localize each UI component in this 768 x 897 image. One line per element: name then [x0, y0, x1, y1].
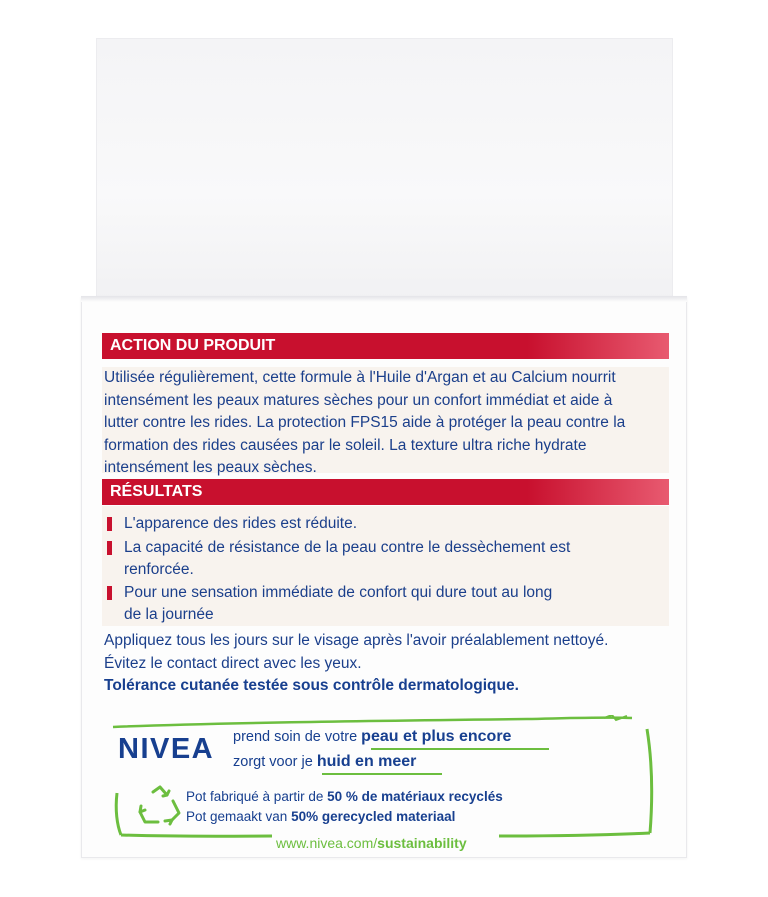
bullet-marker — [107, 586, 112, 600]
result-item — [107, 537, 652, 581]
action-line: intensément les peaux sèches. — [104, 459, 317, 477]
tolerance-claim: Tolérance cutanée testée sous contrôle dermatologique. — [104, 677, 519, 694]
website-prefix: www.nivea.com/ — [276, 835, 378, 851]
recycle-fr — [186, 787, 503, 807]
recycle-fr-bold: 50 % de matériaux recyclés — [327, 789, 503, 804]
results-heading: RÉSULTATS — [102, 479, 669, 505]
recycle-nl — [186, 807, 503, 827]
usage-line: Appliquez tous les jours sur le visage après l'avoir préalablement nettoyé. — [104, 632, 609, 649]
action-text — [104, 367, 669, 480]
result-text: Pour une sensation immédiate de confort qui dure tout au long — [124, 584, 553, 601]
tagline-underline — [371, 748, 549, 750]
result-text: L'apparence des rides est réduite. — [124, 515, 358, 532]
tagline-nl-prefix: zorgt voor je — [233, 754, 317, 770]
website-link[interactable] — [276, 835, 467, 851]
result-text: La capacité de résistance de la peau contre le dessèchement est — [124, 539, 571, 556]
tagline-nl — [233, 753, 416, 771]
tagline-fr-bold: peau et plus encore — [361, 728, 512, 745]
tagline-underline — [322, 773, 442, 775]
action-line: intensément les peaux matures sèches pour un confort immédiat et aide à — [104, 391, 613, 409]
tagline-fr-prefix: prend soin de votre — [233, 729, 362, 745]
action-line: Utilisée régulièrement, cette formule à l'Huile d'Argan et au Calcium nourrit — [104, 369, 616, 386]
action-line: lutter contre les rides. La protection FPS15 aide à protéger la peau contre la — [104, 414, 626, 432]
label-top-shade — [81, 296, 687, 302]
tagline-nl-bold: huid en meer — [316, 753, 417, 770]
action-heading: ACTION DU PRODUIT — [102, 333, 669, 359]
website-path: sustainability — [377, 835, 467, 851]
recycle-nl-prefix: Pot gemaakt van — [186, 809, 292, 824]
result-text: renforcée. — [124, 561, 194, 578]
tagline-fr — [233, 728, 511, 746]
result-item — [107, 513, 652, 535]
recycle-fr-prefix: Pot fabriqué à partir de — [186, 789, 328, 804]
recycle-nl-bold: 50% gerecycled materiaal — [291, 809, 456, 824]
usage-text — [104, 630, 669, 675]
recycle-text — [186, 787, 503, 827]
result-item — [107, 582, 652, 626]
bullet-marker — [107, 541, 112, 555]
recycle-icon — [136, 784, 184, 828]
usage-line: Évitez le contact direct avec les yeux. — [104, 654, 362, 672]
action-line: formation des rides causées par le soleil. La texture ultra riche hydrate — [104, 436, 587, 454]
nivea-logo: NIVEA — [118, 733, 215, 765]
bullet-marker — [107, 517, 112, 531]
result-text: de la journée — [124, 606, 214, 623]
jar-lid — [96, 38, 673, 300]
